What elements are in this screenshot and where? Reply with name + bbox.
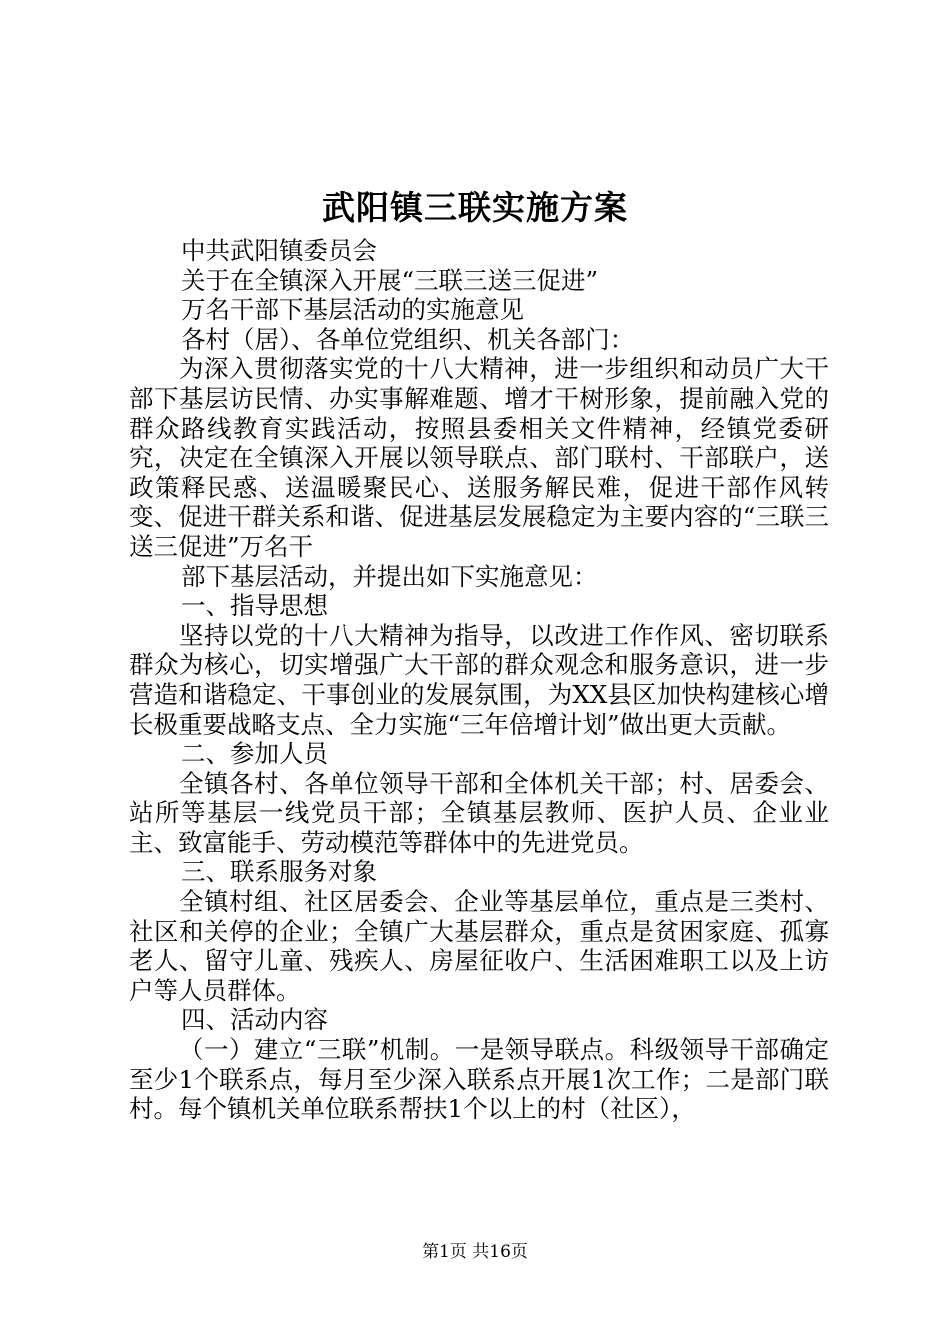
- section-heading-participants: 二、参加人员: [181, 739, 328, 769]
- section-heading-guiding-thought: 一、指导思想: [181, 591, 328, 621]
- paragraph-service-targets: 全镇村组、社区居委会、企业等基层单位，重点是三类村、社区和关停的企业；全镇广大基层群众，重点是贫困家庭、孤寡老人、留守儿童、残疾人、房屋征收户、生活困难职工以及上访户等人员群体。: [129, 887, 829, 1005]
- paragraph-guiding-thought: 坚持以党的十八大精神为指导，以改进工作作风、密切联系群众为核心，切实增强广大干部的群众观念和服务意识，进一步营造和谐稳定、干事创业的发展氛围，为XX县区加快构建核心增长极重要战略支点、全力实施“三年倍增计划”做出更大贡献。: [129, 620, 829, 739]
- document-title: 武阳镇三联实施方案: [322, 188, 628, 227]
- paragraph-intro-continued: 部下基层活动，并提出如下实施意见：: [181, 561, 598, 591]
- page-footer: 第1页 共16页: [422, 1242, 528, 1262]
- paragraph-heading-line-1: 关于在全镇深入开展“三联三送三促进”: [181, 265, 599, 295]
- paragraph-participants: 全镇各村、各单位领导干部和全体机关干部；村、居委会、站所等基层一线党员干部；全镇基层教师、医护人员、企业业主、致富能手、劳动模范等群体中的先进党员。: [129, 768, 829, 857]
- paragraph-heading-line-2: 万名干部下基层活动的实施意见: [181, 295, 524, 325]
- paragraph-intro: 为深入贯彻落实党的十八大精神，进一步组织和动员广大干部下基层访民情、办实事解难题、增才干树形象，提前融入党的群众路线教育实践活动，按照县委相关文件精神，经镇党委研究，决定在全镇深入开展以领导联点、部门联村、干部联户，送政策释民惑、送温暖聚民心、送服务解民难，促进干部作风转变、促进干群关系和谐、促进基层发展稳定为主要内容的“三联三送三促进”万名干: [129, 354, 829, 561]
- document-body: [129, 236, 829, 1124]
- section-heading-activities: 四、活动内容: [181, 1005, 328, 1035]
- paragraph-activities: （一）建立“三联”机制。一是领导联点。科级领导干部确定至少1个联系点，每月至少深入联系点开展1次工作；二是部门联村。每个镇机关单位联系帮扶1个以上的村（社区），: [129, 1035, 829, 1124]
- paragraph-issuer: 中共武阳镇委员会: [181, 236, 377, 265]
- section-heading-service-targets: 三、联系服务对象: [181, 857, 377, 887]
- paragraph-addressee: 各村（居）、各单位党组织、机关各部门：: [181, 324, 635, 354]
